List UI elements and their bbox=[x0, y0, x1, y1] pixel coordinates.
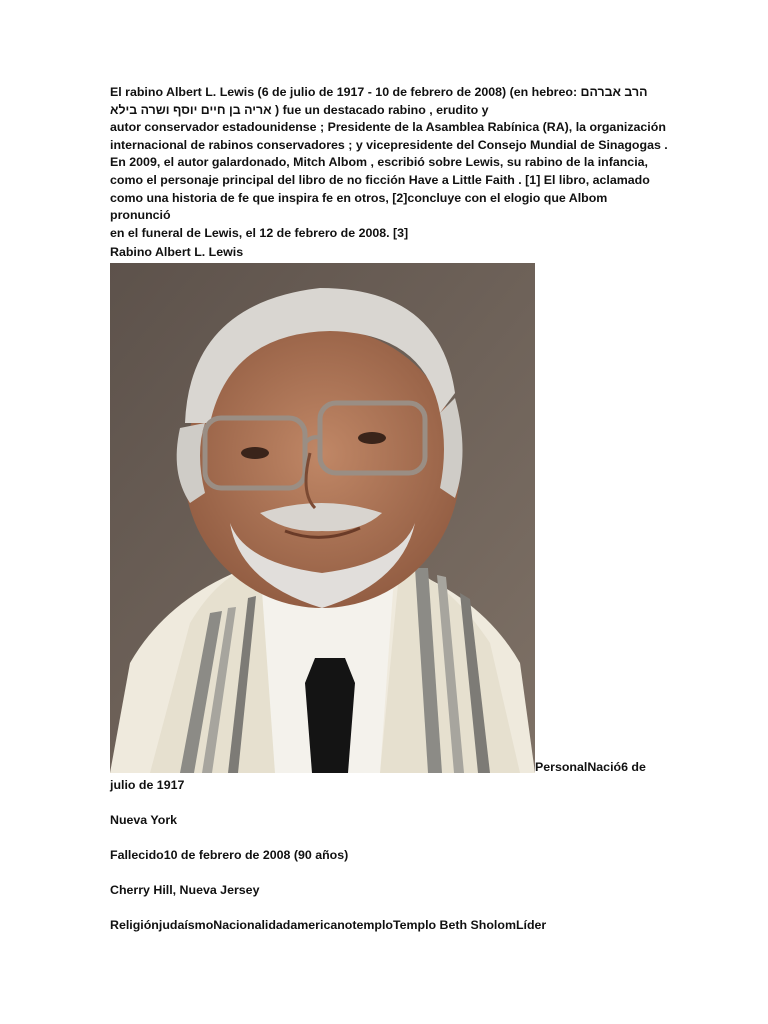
paragraph-line: internacional de rabinos conservadores ; y vicepresidente del Consejo Mundial de Sinagogas . bbox=[110, 137, 668, 152]
infobox-born-date: julio de 1917 bbox=[110, 778, 185, 792]
paragraph-line: como el personaje principal del libro de no ficción Have a Little Faith . [1] El libro, aclamado bbox=[110, 172, 650, 187]
portrait-illustration bbox=[110, 263, 535, 773]
infobox-died: Fallecido10 de febrero de 2008 (90 años) bbox=[110, 848, 349, 862]
paragraph-line: autor conservador estadounidense ; Presidente de la Asamblea Rabínica (RA), la organización bbox=[110, 120, 666, 135]
infobox-born-place: Nueva York bbox=[110, 813, 178, 827]
paragraph-line: como una historia de fe que inspira fe en otros, [2]concluye con el elogio que Albom pronunció bbox=[110, 190, 608, 223]
photo-caption: Rabino Albert L. Lewis bbox=[110, 245, 244, 259]
article-paragraph bbox=[110, 84, 670, 242]
paragraph-line: en el funeral de Lewis, el 12 de febrero de 2008. [3] bbox=[110, 225, 409, 240]
paragraph-line: El rabino Albert L. Lewis (6 de julio de 1917 - 10 de febrero de 2008) (en hebreo: הרב אברהם bbox=[110, 85, 648, 99]
infobox-personal-heading: PersonalNació6 de bbox=[535, 760, 646, 774]
infobox-religion-line: ReligiónjudaísmoNacionalidadamericanotemploTemplo Beth SholomLíder bbox=[110, 918, 547, 932]
portrait-photo bbox=[110, 263, 535, 773]
infobox-died-place: Cherry Hill, Nueva Jersey bbox=[110, 883, 260, 897]
paragraph-line: En 2009, el autor galardonado, Mitch Albom , escribió sobre Lewis, su rabino de la infancia, bbox=[110, 155, 648, 170]
paragraph-line: אריה בן חיים יוסף ושרה בילא ) fue un destacado rabino , erudito y bbox=[110, 102, 489, 117]
